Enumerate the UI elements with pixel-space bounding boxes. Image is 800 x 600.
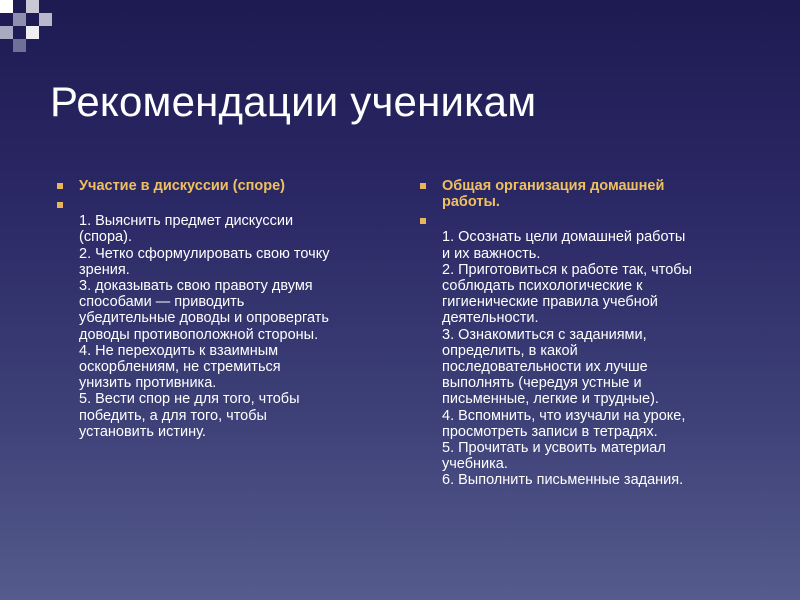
- bullet-icon: [57, 183, 63, 189]
- text-line: соблюдать психологические к: [442, 278, 643, 295]
- right-body-item: [420, 213, 740, 488]
- text-line: унизить противника.: [79, 375, 217, 392]
- deco-square: [13, 13, 26, 26]
- text-line: 1. Осознать цели домашней работы: [442, 229, 686, 246]
- text-line: зрения.: [79, 261, 130, 278]
- text-line: 3. Ознакомиться с заданиями,: [442, 326, 647, 343]
- text-line: и их важность.: [442, 245, 541, 262]
- right-lines: [442, 213, 740, 488]
- deco-square: [26, 0, 39, 13]
- left-column: [57, 178, 392, 440]
- left-heading: Участие в дискуссии (споре): [79, 178, 286, 194]
- slide-title: Рекомендации ученикам: [50, 78, 537, 125]
- deco-square: [0, 26, 13, 39]
- text-line: деятельности.: [442, 310, 539, 327]
- text-line: 4. Не переходить к взаимным: [79, 342, 279, 359]
- text-line: просмотреть записи в тетрадях.: [442, 423, 658, 440]
- deco-square: [13, 39, 26, 52]
- left-heading-item: [57, 178, 392, 194]
- text-line: письменные, легкие и трудные).: [442, 391, 659, 408]
- text-line: гигиенические правила учебной: [442, 294, 658, 311]
- text-line: 3. доказывать свою правоту двумя: [79, 278, 313, 295]
- text-line: способами — приводить: [79, 294, 245, 311]
- text-line: оскорблениям, не стремиться: [79, 359, 281, 376]
- left-lines: [79, 197, 392, 440]
- right-heading-line: Общая организация домашней: [442, 178, 665, 194]
- bullet-icon: [420, 218, 426, 224]
- text-line: 2. Приготовиться к работе так, чтобы: [442, 261, 692, 278]
- text-line: определить, в какой: [442, 342, 578, 359]
- text-line: 1. Выяснить предмет дискуссии: [79, 213, 294, 230]
- right-column: [420, 178, 740, 489]
- text-line: 2. Четко сформулировать свою точку: [79, 245, 330, 262]
- text-line: убедительные доводы и опровергать: [79, 310, 329, 327]
- text-line: установить истину.: [79, 423, 206, 440]
- deco-square: [39, 13, 52, 26]
- text-line: доводы противоположной стороны.: [79, 326, 319, 343]
- corner-decoration: [0, 0, 70, 52]
- left-body-item: [57, 197, 392, 440]
- deco-square: [0, 0, 13, 13]
- text-line: последовательности их лучше: [442, 359, 648, 376]
- text-line: (спора).: [79, 229, 132, 246]
- text-line: 6. Выполнить письменные задания.: [442, 472, 684, 489]
- text-line: 5. Прочитать и усвоить материал: [442, 440, 666, 457]
- text-line: выполнять (чередуя устные и: [442, 375, 642, 392]
- right-heading-item: [420, 178, 740, 210]
- bullet-icon: [420, 183, 426, 189]
- text-line: 5. Вести спор не для того, чтобы: [79, 391, 300, 408]
- text-line: победить, а для того, чтобы: [79, 407, 267, 424]
- deco-square: [26, 26, 39, 39]
- text-line: 4. Вспомнить, что изучали на уроке,: [442, 407, 686, 424]
- bullet-icon: [57, 202, 63, 208]
- right-heading-line: работы.: [442, 194, 500, 211]
- text-line: учебника.: [442, 456, 508, 473]
